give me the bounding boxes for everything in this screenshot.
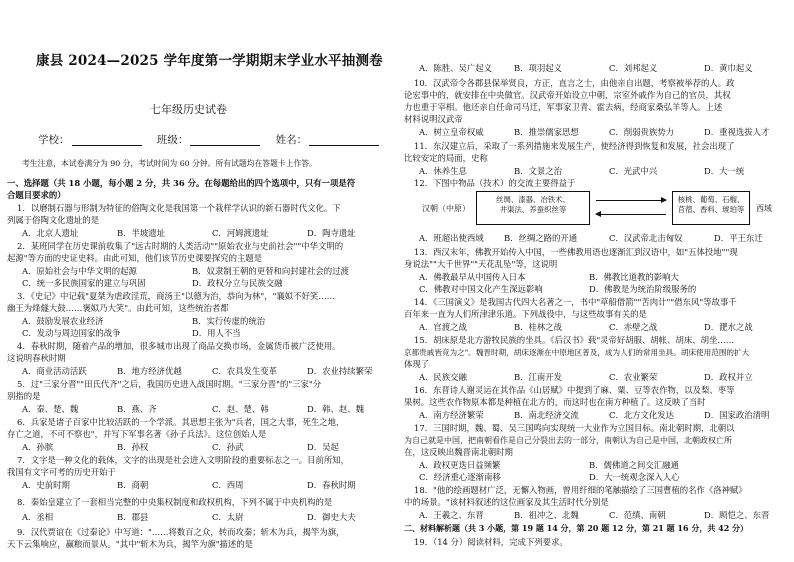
q10-option-b: B．推崇儒家思想 xyxy=(514,127,579,137)
q9-option-c: C．刘邦起义 xyxy=(609,63,658,73)
q12-option-c: C．汉武帝北击匈奴 xyxy=(609,233,683,243)
school-label: 学校： xyxy=(38,134,70,146)
q15-text-cont2: 体现了 xyxy=(404,359,430,369)
q4-option-c: C．农具发生变革 xyxy=(212,366,278,376)
q4-text-cont: 这说明春秋时期 xyxy=(7,353,66,363)
q13-option-d: D．佛教是为统治阶级服务的 xyxy=(589,284,697,294)
class-blank xyxy=(190,135,260,146)
q6-option-b: B．孙权 xyxy=(117,442,149,452)
q12-option-a: A．班超出使西域 xyxy=(419,233,484,243)
q1-option-b: B．半坡遗址 xyxy=(117,228,166,238)
q4-text: 4．春秋时期，随着产品的增加，很多城市出现了商品交换市场，金属货币被广泛使用。 xyxy=(17,341,341,351)
q15-text-cont1: 京都贵戚皆竞为之"。魏晋时期，胡床逐渐在中原地区普及，成为人们的常用坐具。胡床使用范围的扩大 xyxy=(404,348,750,357)
q13-text: 13．西汉末年，佛教开始传入中国，一些佛教用语也逐渐汇到汉语中，如"五体投地""现 xyxy=(414,247,738,257)
q2-text-cont: 起源"等方面的史证史料。由此可知，他们该节历史课要探究的主题是 xyxy=(7,253,263,263)
q7-option-b: B．商朝 xyxy=(117,480,149,490)
q5-text: 5．过"三家分晋""田氏代齐"之后，我国历史进入战国时期。"三家分晋"的"三家"分 xyxy=(17,379,322,389)
q18-option-d: D．顾恺之、东晋 xyxy=(704,510,770,520)
q1-option-d: D．陶寺遗址 xyxy=(307,228,356,238)
q17-option-c: C．经济重心逐渐南移 xyxy=(419,472,501,482)
q7-option-c: C．西周 xyxy=(212,480,244,490)
q19-text: 19．（14 分）阅读材料，完成下列要求。 xyxy=(414,537,568,547)
q10-option-d: D．重视选拔人才 xyxy=(704,127,770,137)
q12-text: 12．下图中物品（技术）的交流主要得益于 xyxy=(414,178,576,188)
section2-heading: 二、材料解析题（共 3 小题，第 19 题 14 分，第 20 题 12 分，第 21 题 16 分，共 42 分） xyxy=(404,523,749,533)
q18-text-cont: 中的场景。"该材料叙述的这位画家及其生活时代分别是 xyxy=(404,497,609,507)
section1-heading: 一、选择题（共 18 小题，每小题 2 分，共 36 分。在每题给出的四个选项中，只有一项是符 xyxy=(7,178,356,188)
q7-option-a: A．史前时期 xyxy=(22,480,70,490)
q17-option-d: D．大一统观念深入人心 xyxy=(589,472,680,482)
section1-heading-cont: 合题目要求的） xyxy=(7,190,66,200)
diagram-box-exports-line2: 井渠法、养蚕织丝等 xyxy=(499,205,567,214)
q10-text-cont3: 材料说明汉武帝 xyxy=(404,114,463,124)
name-label: 姓名： xyxy=(275,134,308,146)
q16-option-b: B．南北经济交流 xyxy=(514,410,579,420)
q2-text: 2．某班同学在历史课前收集了"远古时期的人类活动""原始农业与史前社会""中华文明的 xyxy=(17,241,344,251)
q8-option-b: B．郡县 xyxy=(117,512,149,522)
q5-option-a: A．秦、楚、魏 xyxy=(22,404,79,414)
q5-option-d: D．韩、赵、魏 xyxy=(307,404,364,414)
q13-option-a: A．佛教最早从中国传入日本 xyxy=(419,272,526,282)
q1-option-c: C．河姆渡遗址 xyxy=(212,228,269,238)
q17-option-a: A．政权更迭日益频繁 xyxy=(419,460,501,470)
diagram-left-label: 汉朝（中原） xyxy=(422,204,470,213)
q14-option-a: A．官渡之战 xyxy=(419,322,467,332)
q11-option-d: D．大一统 xyxy=(704,166,745,176)
q3-option-d: D．用人不当 xyxy=(192,328,241,338)
q7-text: 7．文字是一种文化的载体，文字的出现是社会进入文明阶段的重要标志之一。目前所知， xyxy=(17,455,349,465)
q10-text-cont2: 力也重于宰相。他还亲自任命司马迁，军事家卫青、霍去病，经商家桑弘羊等人。上述 xyxy=(404,102,723,112)
q16-text-cont: 果树。这些农作物原本都是种植在北方的，而这时也在南方种植了。这反映了当时 xyxy=(404,397,706,407)
q9-text: 9．汉代贾谊在《过秦论》中写道："……将数百之众，转而攻秦；斩木为兵，揭竿为旗， xyxy=(17,527,345,537)
q7-option-d: D．春秋时期 xyxy=(307,480,356,490)
q18-text: 18．"他的绘画题材广泛，无懈入物画，曾用纤细的笔触描绘了三国曹植的名作《洛神赋》 xyxy=(414,485,747,495)
exam-subtitle: 七年级历史试卷 xyxy=(150,103,227,116)
q4-option-d: D．农业持续繁荣 xyxy=(307,366,373,376)
q10-text: 10．汉武帝令各郡县保举贤良，方正，直言之士，由他亲自出题，考察被举荐的人。政 xyxy=(414,78,735,88)
q1-text-cont: 列属于俗陶文化遗址的是 xyxy=(7,215,100,225)
q9-option-a: A．陈胜、吴广起义 xyxy=(419,63,493,73)
q3-option-c: C．发动与周边国家的战争 xyxy=(22,328,121,338)
q2-option-a: A．原始社会与中华文明的起源 xyxy=(22,266,137,276)
q15-option-c: C．农业繁荣 xyxy=(609,372,658,382)
q6-text-cont: 存亡之道，不可不察也"，并写下军事名著《孙子兵法》。这位创始人是 xyxy=(7,429,267,439)
q15-option-a: A．民族交融 xyxy=(419,372,467,382)
q13-option-b: B．佛教比道教的影响大 xyxy=(589,272,679,282)
name-blank xyxy=(309,135,379,146)
q16-option-a: A．南方经济繁荣 xyxy=(419,410,484,420)
student-info-row xyxy=(38,135,391,146)
q14-option-c: C．赤壁之战 xyxy=(609,322,658,332)
q9-text-cont: 天下云集响应，赢粮而景从。"其中"斩木为兵，揭竿为旗"描述的是 xyxy=(7,539,254,549)
q5-option-c: C．赵、楚、韩 xyxy=(212,404,269,414)
q5-option-b: B．燕、齐 xyxy=(117,404,157,414)
diagram-box-exports-line1: 丝绸、漆器、冶铁术、 xyxy=(496,195,570,204)
q1-option-a: A．北京人遗址 xyxy=(22,228,79,238)
q15-option-d: D．政权并立 xyxy=(704,372,753,382)
q16-option-d: D．国家政治清明 xyxy=(704,410,770,420)
q11-option-a: A．休养生息 xyxy=(419,166,467,176)
q4-option-a: A．商业活动活跃 xyxy=(22,366,87,376)
q11-text: 11．东汉建立后，采取了一系列措施来发展生产，使经济得到恢复和发展，社会出现了 xyxy=(414,141,735,151)
q10-option-a: A．树立皇帝权威 xyxy=(419,127,484,137)
q2-option-d: D．政权分立与民族交融 xyxy=(192,278,283,288)
q16-text: 16．东晋诗人谢灵运在其作品《山居赋》中提到了麻、粟、豆等农作物，以及梨、枣等 xyxy=(414,385,735,395)
q3-option-b: B．实行传虚的统治 xyxy=(192,316,266,326)
q9-option-b: B．项羽起义 xyxy=(514,63,563,73)
exchange-diagram xyxy=(420,190,780,228)
q1-text: 1．以磨制石器与形制为特征的俗陶文化是我国第一个栽样学认识的新石器时代文化。下 xyxy=(17,203,341,213)
q4-option-b: B．地方经济优越 xyxy=(117,366,182,376)
q3-text-cont: 幽王为烽燧大鼓……褒姒乃大笑"。由此可知，这些统治者都 xyxy=(7,303,229,313)
q3-option-a: A．鼓励发展农业经济 xyxy=(22,316,104,326)
q6-option-c: C．孙武 xyxy=(212,442,244,452)
q10-text-cont1: 论宏事中的，就安排在中央做官。汉武帝开始设立中朝，宗室外戚作为自己的官员，其权 xyxy=(404,90,731,100)
arrow-left-icon xyxy=(596,214,666,215)
q8-option-a: A．丞相 xyxy=(22,512,54,522)
diagram-box-imports xyxy=(672,191,750,225)
q5-text-cont: 别指的是 xyxy=(7,391,41,401)
q14-option-b: B．桂林之战 xyxy=(514,322,563,332)
q13-option-c: C．佛教对中国文化产生深远影响 xyxy=(419,284,543,294)
q14-text: 14．《三国演义》是我国古代四大名著之一，书中"草船借箭""苦肉计""借东风"等故事千 xyxy=(414,297,737,307)
q15-text: 15．胡床原是北方游牧民族的坐具。《后汉书》载"灵帝好胡服、胡帐、胡床、胡坐…… xyxy=(414,335,735,345)
diagram-box-imports-line1: 核桃、葡萄、石榴、 xyxy=(677,195,745,204)
class-label: 班级： xyxy=(156,134,189,146)
q2-option-c: C．统一多民族国家的建立与巩固 xyxy=(22,278,146,288)
q17-text-cont2: 在，这反映出魏晋南北朝时期 xyxy=(404,447,513,457)
q18-option-c: C．范缜、南朝 xyxy=(609,510,666,520)
q9-option-d: D．黄巾起义 xyxy=(704,63,753,73)
q14-option-d: D．淝水之战 xyxy=(704,322,753,332)
q13-text-cont: 身说法""大千世界""天花乱坠"等，这说明 xyxy=(404,259,558,269)
q11-text-cont: 比较安定的局面，史称 xyxy=(404,153,488,163)
q7-text-cont: 我国有文字可考的历史开始于 xyxy=(7,467,116,477)
diagram-box-exports xyxy=(476,191,590,225)
exam-title: 康县 2024—2025 学年度第一学期期末学业水平抽测卷 xyxy=(36,53,383,69)
q16-option-c: C．北方文化发达 xyxy=(609,410,675,420)
q18-option-b: B．祖冲之、北魏 xyxy=(514,510,579,520)
q6-text: 6．兵家是诸子百家中比较活跃的一个学派。其思想主张为"兵者，国之大事，死生之地， xyxy=(17,417,345,427)
arrow-right-icon xyxy=(596,200,666,201)
q2-option-b: B．奴隶制王朝的更替和向封建社会的过渡 xyxy=(192,266,349,276)
diagram-right-label: 西域 xyxy=(756,204,772,213)
q6-option-d: D．吴起 xyxy=(307,442,339,452)
q8-option-d: D．御史大夫 xyxy=(307,512,356,522)
q15-option-b: B．江南开发 xyxy=(514,372,563,382)
q18-option-a: A．王羲之、东晋 xyxy=(419,510,484,520)
q17-text: 17．三国时期，魏、蜀、吴三国鸣向实现统一大业作为立国目标。南北朝时期，北朝以 xyxy=(414,423,735,433)
q17-text-cont1: 为自己就是中国，把南朝看作是自己分裂出去的一部分，南朝认为自己是中国，北朝政权亡所 xyxy=(404,436,732,445)
q14-text-cont: 百年来一直为人们所津津乐道。下列战役中，与这些故事有关的是 xyxy=(404,309,647,319)
q11-option-b: B．文景之治 xyxy=(514,166,563,176)
q6-option-a: A．孙膑 xyxy=(22,442,54,452)
q8-text: 8．秦始皇建立了一套相当完整的中央集权制度和政权机构，下列不属于中央机构的是 xyxy=(17,497,333,507)
q12-option-b: B．丝绸之路的开通 xyxy=(504,233,578,243)
instructions: 考生注意，本试卷满分为 90 分，考试时间为 60 分钟。所有试题均在答题卡上作答。 xyxy=(22,159,317,168)
q12-option-d: D．平王东迁 xyxy=(714,233,763,243)
q17-option-b: B．儒佛道之间交汇融通 xyxy=(589,460,679,470)
q3-text: 3．《史记》中记载"夏桀为虐政淫荒，商汤王"以德为治，恭向为林"，"襄姒不好笑…… xyxy=(17,291,336,301)
school-blank xyxy=(72,135,142,146)
q10-option-c: C．削弱贵族势力 xyxy=(609,127,675,137)
q8-option-c: C．太尉 xyxy=(212,512,244,522)
q11-option-c: C．光武中兴 xyxy=(609,166,658,176)
diagram-box-imports-line2: 苜蓿、香料、琥珀等 xyxy=(677,205,745,214)
